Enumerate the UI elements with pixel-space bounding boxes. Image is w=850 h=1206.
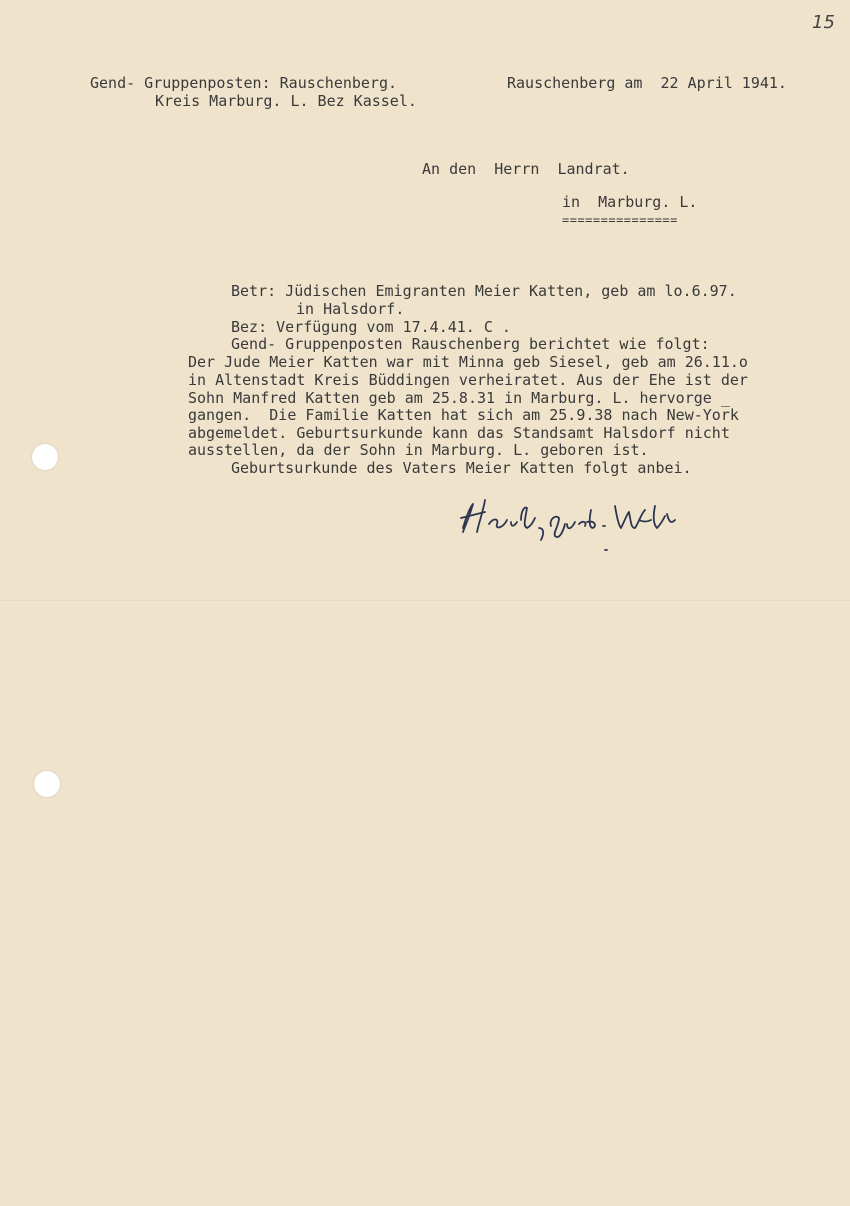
body-line-6: abgemeldet. Geburtsurkunde kann das Standsamt Halsdorf nicht [188,424,730,442]
paper-fold [0,600,850,601]
reference-line: Bez: Verfügung vom 17.4.41. C . [231,318,511,336]
sender-line-2: Kreis Marburg. L. Bez Kassel. [155,92,417,110]
date-line: Rauschenberg am 22 April 1941. [507,74,787,92]
subject-line-2: in Halsdorf. [296,300,405,318]
body-line-3: in Altenstadt Kreis Büddingen verheiratet. Aus der Ehe ist der [188,371,748,389]
body-line-2: Der Jude Meier Katten war mit Minna geb Siesel, geb am 26.11.o [188,353,748,371]
recipient-line-2: in Marburg. L. [562,193,698,211]
page-number: 15 [812,12,835,33]
punch-hole-top [32,444,58,470]
recipient-underline: =============== [562,213,678,227]
handwritten-signature [455,492,685,562]
recipient-line-1: An den Herrn Landrat. [422,160,630,178]
body-line-4: Sohn Manfred Katten geb am 25.8.31 in Marburg. L. hervorge _ [188,389,730,407]
subject-line-1: Betr: Jüdischen Emigranten Meier Katten, geb am lo.6.97. [231,282,737,300]
body-line-1: Gend- Gruppenposten Rauschenberg berichtet wie folgt: [231,335,710,353]
body-line-7: ausstellen, da der Sohn in Marburg. L. geboren ist. [188,441,649,459]
body-line-8: Geburtsurkunde des Vaters Meier Katten folgt anbei. [231,459,692,477]
body-line-5: gangen. Die Familie Katten hat sich am 25.9.38 nach New-York [188,406,739,424]
punch-hole-bottom [34,771,60,797]
sender-line-1: Gend- Gruppenposten: Rauschenberg. [90,74,398,92]
